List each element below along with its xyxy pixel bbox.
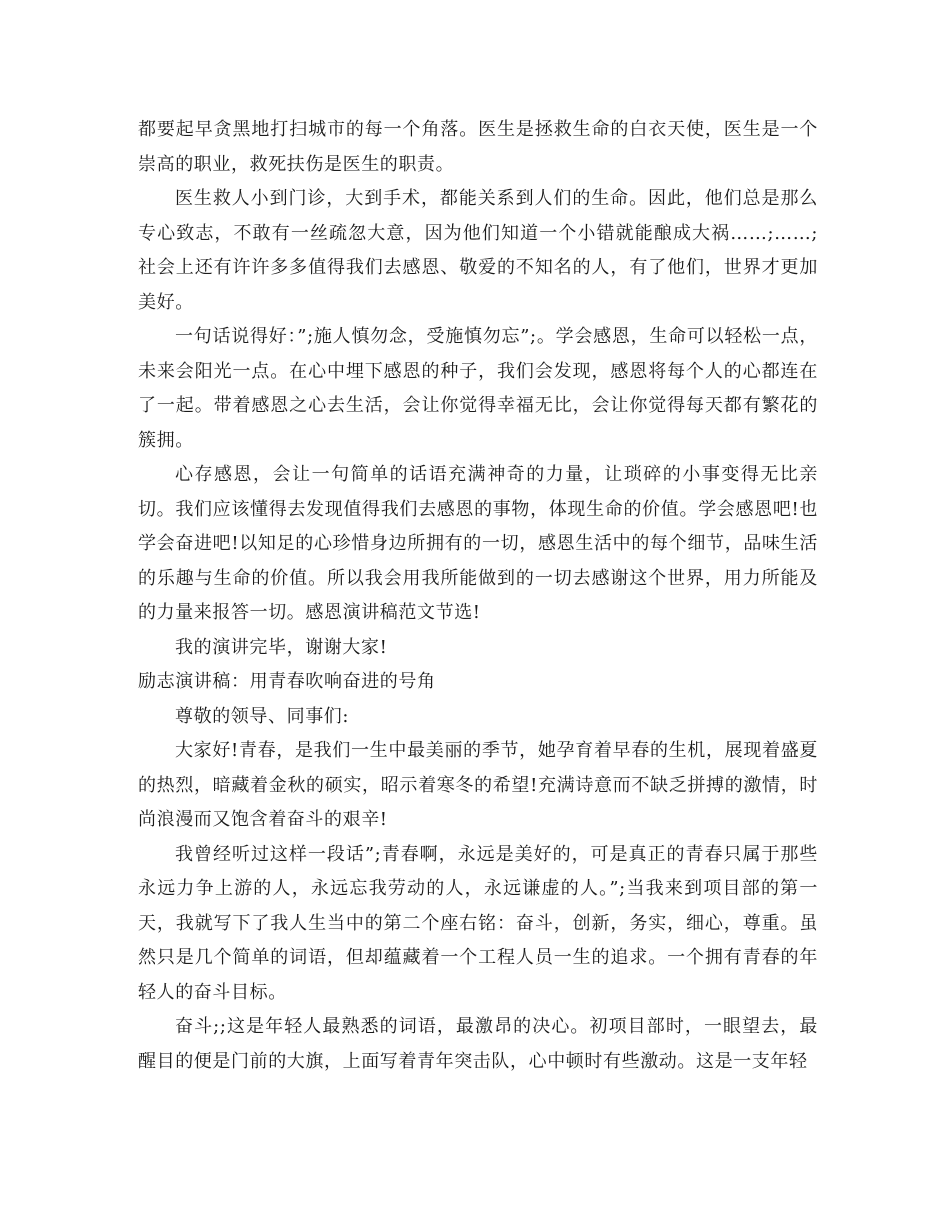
document-body xyxy=(138,113,818,1079)
paragraph: 奋斗;;这是年轻人最熟悉的词语，最激昂的决心。初项目部时，一眼望去，最醒目的便是门前的大旗，上面写着青年突击队，心中顿时有些激动。这是一支年轻 xyxy=(138,1016,818,1072)
paragraph: 都要起早贪黑地打扫城市的每一个角落。医生是拯救生命的白衣天使，医生是一个崇高的职业，救死扶伤是医生的职责。 xyxy=(138,119,818,175)
salutation: 尊敬的领导、同事们: xyxy=(175,705,350,727)
paragraph: 我曾经听过这样一段话”;青春啊，永远是美好的，可是真正的青春只属于那些永远力争上游的人，永远忘我劳动的人，永远谦虚的人。”;当我来到项目部的第一天，我就写下了我人生当中的第二个座右铭：奋斗，创新，务实，细心，尊重。虽然只是几个简单的词语，但却蕴藏着一个工程人员一生的追求。一个拥有青春的年轻人的奋斗目标。 xyxy=(138,843,818,1003)
paragraph: 医生救人小到门诊，大到手术，都能关系到人们的生命。因此，他们总是那么专心致志，不敢有一丝疏忽大意，因为他们知道一个小错就能酿成大祸……;……;社会上还有许许多多值得我们去感恩、敬爱的不知名的人，有了他们，世界才更加美好。 xyxy=(138,188,818,313)
paragraph: 大家好!青春，是我们一生中最美丽的季节，她孕育着早春的生机，展现着盛夏的热烈，暗藏着金秋的硕实，昭示着寒冬的希望!充满诗意而不缺乏拼搏的激情，时尚浪漫而又饱含着奋斗的艰辛! xyxy=(138,740,818,830)
speech-title: 励志演讲稿：用青春吹响奋进的号角 xyxy=(138,671,436,692)
closing-line: 我的演讲完毕，谢谢大家! xyxy=(175,636,388,658)
paragraph: 一句话说得好：”;施人慎勿念，受施慎勿忘”;。学会感恩，生命可以轻松一点，未来会阳光一点。在心中埋下感恩的种子，我们会发现，感恩将每个人的心都连在了一起。带着感恩之心去生活，会让你觉得幸福无比，会让你觉得每天都有繁花的簇拥。 xyxy=(138,326,818,451)
paragraph: 心存感恩，会让一句简单的话语充满神奇的力量，让琐碎的小事变得无比亲切。我们应该懂得去发现值得我们去感恩的事物，体现生命的价值。学会感恩吧!也学会奋进吧!以知足的心珍惜身边所拥有的一切，感恩生活中的每个细节，品味生活的乐趣与生命的价值。所以我会用我所能做到的一切去感谢这个世界，用力所能及的力量来报答一切。感恩演讲稿范文节选! xyxy=(138,464,818,623)
